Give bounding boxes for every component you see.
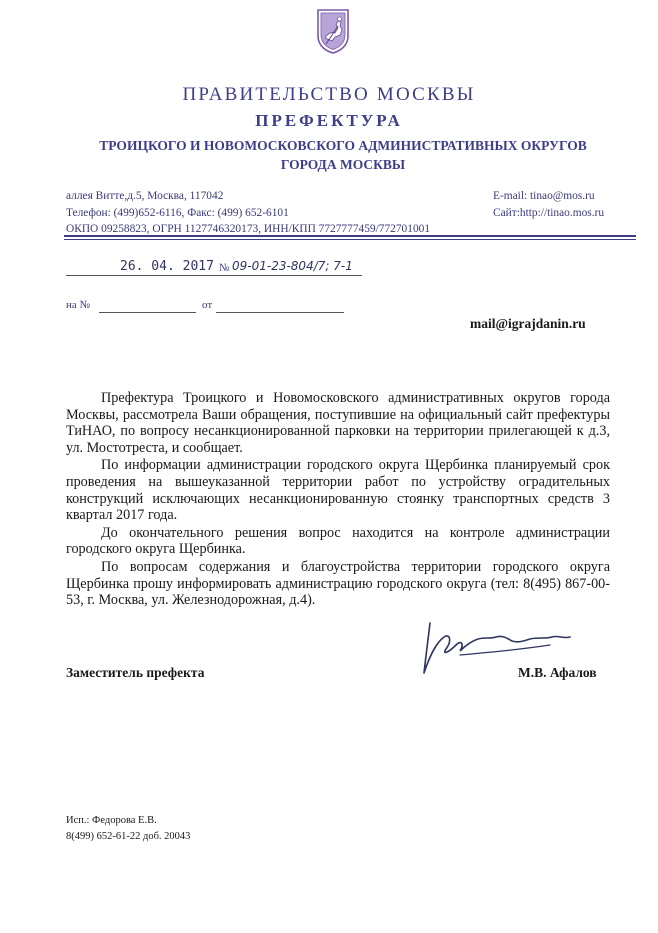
signer-position: Заместитель префекта xyxy=(66,665,205,680)
paragraph-3: До окончательного решения вопрос находится на контроле администрации городского округа Щербинка. xyxy=(66,524,610,558)
website-text: Сайт:http://tinao.mos.ru xyxy=(493,207,605,219)
city-title: ГОРОДА МОСКВЫ xyxy=(280,157,406,172)
registration-codes: ОКПО 09258823, ОГРН 1127746320173, ИНН/КПП 7727777459/772701001 xyxy=(66,223,431,235)
number-sign: № xyxy=(219,262,230,274)
executor-phone: 8(499) 652-61-22 доб. 20043 xyxy=(66,831,191,842)
email-text: E-mail: tinao@mos.ru xyxy=(493,190,595,202)
moscow-coat-of-arms-icon xyxy=(316,8,350,54)
government-title: ПРАВИТЕЛЬСТВО МОСКВЫ xyxy=(182,84,476,105)
prefecture-title: ПРЕФЕКТУРА xyxy=(255,111,403,130)
recipient-address: mail@igrajdanin.ru xyxy=(470,316,586,331)
executor-info xyxy=(66,813,190,845)
reference-number-label: на № xyxy=(66,299,91,311)
letter-body xyxy=(66,390,610,609)
outgoing-date: 26. 04. 2017 xyxy=(120,259,214,274)
executor-name: Исп.: Федорова Е.В. xyxy=(66,815,157,826)
paragraph-4: По вопросам содержания и благоустройства территории городского округа Щербинка прошу информировать администрацию городского округа (тел: 8(495) 867-00-53, г. Москва, ул. Железнодорожная, д.4). xyxy=(66,558,610,609)
outgoing-number: 09-01-23-804/7; 7-1 xyxy=(232,259,353,273)
reference-date-label: от xyxy=(202,299,213,311)
address-text: аллея Витте,д.5, Москва, 117042 xyxy=(66,190,224,202)
reference-number-line xyxy=(99,312,196,313)
header-divider xyxy=(64,235,636,237)
registration-underline xyxy=(66,275,362,276)
reference-date-line xyxy=(216,312,344,313)
okrug-title: ТРОИЦКОГО И НОВОМОСКОВСКОГО АДМИНИСТРАТИВНЫХ ОКРУГОВ xyxy=(99,138,587,153)
phone-text: Телефон: (499)652-6116, Факс: (499) 652-6101 xyxy=(66,207,289,219)
signer-name: М.В. Афалов xyxy=(518,665,597,680)
paragraph-1: Префектура Троицкого и Новомосковского административных округов города Москвы, рассмотрела Ваши обращения, поступившие на официальный сайт префектуры ТиНАО, по вопросу несанкционированной парковки на территории прилегающей к д.3, ул. Мостотреста, и сообщает. xyxy=(66,390,610,456)
paragraph-2: По информации администрации городского округа Щербинка планируемый срок проведения на вышеуказанной территории работ по устройству оградительных конструкций исключающих несанкционированную стоянку транспортных средств 3 квартал 2017 года. xyxy=(66,457,610,524)
header-divider-thin xyxy=(64,239,636,240)
